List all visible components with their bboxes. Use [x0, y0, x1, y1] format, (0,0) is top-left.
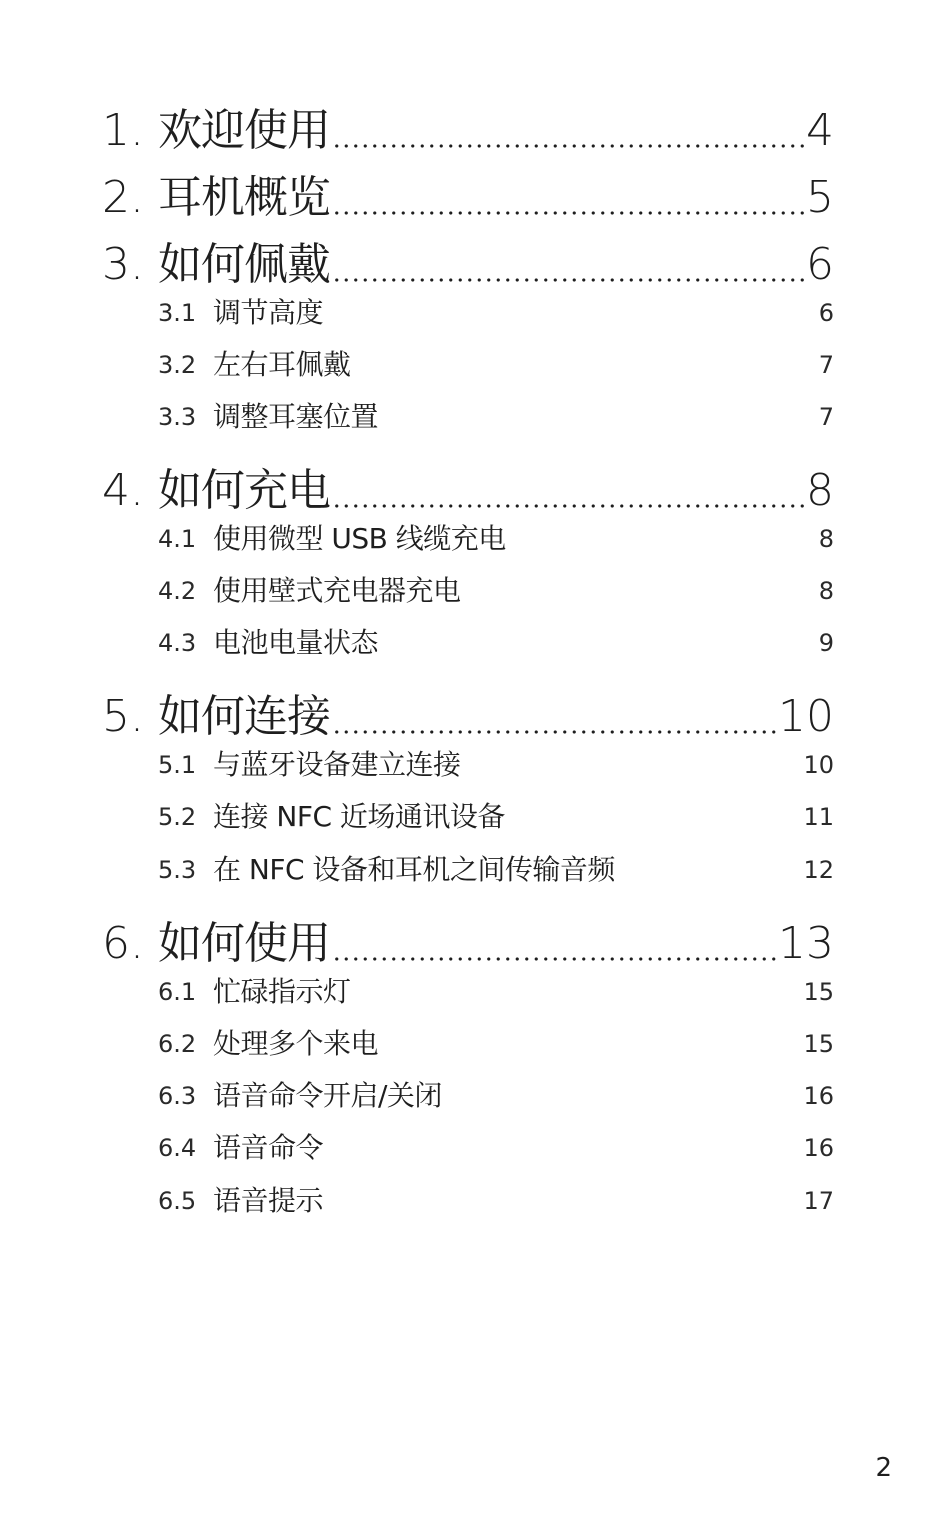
chapter-number: 6. — [102, 918, 144, 969]
section-title: 调整耳塞位置 — [213, 400, 379, 433]
chapter-number: 1. — [102, 105, 144, 156]
toc-section-6-5[interactable] — [158, 1181, 834, 1221]
section-title: 忙碌指示灯 — [213, 975, 351, 1008]
section-title: 使用微型 USB 线缆充电 — [213, 522, 506, 555]
section-page-number: 11 — [803, 803, 834, 831]
toc-chapter-2[interactable] — [102, 167, 834, 229]
chapter-title: 如何充电 — [158, 465, 330, 516]
section-title: 与蓝牙设备建立连接 — [213, 748, 461, 781]
chapter-page-number: 8 — [806, 465, 834, 516]
chapter-page-number: 13 — [778, 918, 834, 969]
section-number: 3.3 — [158, 403, 197, 431]
section-title: 使用壁式充电器充电 — [213, 574, 461, 607]
section-page-number: 17 — [803, 1187, 834, 1215]
section-title: 左右耳佩戴 — [213, 348, 351, 381]
toc-section-4-1[interactable] — [158, 519, 834, 559]
section-title: 语音命令开启/关闭 — [213, 1079, 442, 1112]
section-page-number: 15 — [803, 978, 834, 1006]
toc-section-3-2[interactable] — [158, 345, 834, 385]
chapter-title: 如何佩戴 — [158, 239, 330, 290]
toc-section-6-4[interactable] — [158, 1128, 834, 1168]
toc-section-3-1[interactable] — [158, 293, 834, 333]
section-number: 4.1 — [158, 525, 197, 553]
section-number: 4.3 — [158, 629, 197, 657]
chapter-title: 欢迎使用 — [158, 105, 330, 156]
section-page-number: 16 — [803, 1082, 834, 1110]
section-number: 6.4 — [158, 1134, 197, 1162]
toc-section-4-2[interactable] — [158, 571, 834, 611]
dot-leader — [332, 502, 804, 510]
section-number: 3.1 — [158, 299, 197, 327]
section-title: 语音命令 — [213, 1131, 324, 1164]
chapter-number: 4. — [102, 465, 144, 516]
section-page-number: 8 — [818, 577, 834, 605]
chapter-page-number: 10 — [778, 691, 834, 742]
toc-section-5-1[interactable] — [158, 745, 834, 785]
chapter-page-number: 5 — [806, 172, 834, 223]
toc-section-6-2[interactable] — [158, 1024, 834, 1064]
toc-section-6-3[interactable] — [158, 1076, 834, 1116]
dot-leader — [332, 955, 776, 963]
chapter-number: 2. — [102, 172, 144, 223]
section-number: 5.1 — [158, 751, 197, 779]
section-page-number: 7 — [818, 351, 834, 379]
section-title: 连接 NFC 近场通讯设备 — [213, 800, 505, 833]
page-number: 2 — [875, 1453, 892, 1483]
section-number: 6.5 — [158, 1187, 197, 1215]
section-number: 6.3 — [158, 1082, 197, 1110]
toc-chapter-1[interactable] — [102, 100, 834, 162]
dot-leader — [332, 276, 804, 284]
section-page-number: 12 — [803, 856, 834, 884]
section-number: 6.1 — [158, 978, 197, 1006]
section-page-number: 8 — [818, 525, 834, 553]
chapter-number: 3. — [102, 239, 144, 290]
toc-section-4-3[interactable] — [158, 623, 834, 663]
section-number: 4.2 — [158, 577, 197, 605]
chapter-number: 5. — [102, 691, 144, 742]
toc-chapter-5[interactable] — [102, 686, 834, 748]
section-title: 在 NFC 设备和耳机之间传输音频 — [213, 853, 615, 886]
section-number: 5.3 — [158, 856, 197, 884]
dot-leader — [332, 209, 804, 217]
toc-chapter-3[interactable] — [102, 234, 834, 296]
toc-section-5-2[interactable] — [158, 797, 834, 837]
section-number: 5.2 — [158, 803, 197, 831]
dot-leader — [332, 728, 776, 736]
section-title: 语音提示 — [213, 1184, 324, 1217]
chapter-page-number: 6 — [806, 239, 834, 290]
section-title: 处理多个来电 — [213, 1027, 379, 1060]
section-page-number: 15 — [803, 1030, 834, 1058]
section-number: 3.2 — [158, 351, 197, 379]
section-title: 电池电量状态 — [213, 626, 379, 659]
chapter-title: 如何使用 — [158, 918, 330, 969]
toc-chapter-4[interactable] — [102, 460, 834, 522]
toc-section-6-1[interactable] — [158, 972, 834, 1012]
toc-chapter-6[interactable] — [102, 913, 834, 975]
toc-section-5-3[interactable] — [158, 850, 834, 890]
chapter-title: 如何连接 — [158, 691, 330, 742]
section-title: 调节高度 — [213, 296, 324, 329]
section-page-number: 10 — [803, 751, 834, 779]
section-page-number: 9 — [818, 629, 834, 657]
toc-section-3-3[interactable] — [158, 397, 834, 437]
chapter-title: 耳机概览 — [158, 172, 330, 223]
dot-leader — [332, 142, 804, 150]
section-page-number: 7 — [818, 403, 834, 431]
chapter-page-number: 4 — [806, 105, 834, 156]
section-number: 6.2 — [158, 1030, 197, 1058]
section-page-number: 16 — [803, 1134, 834, 1162]
section-page-number: 6 — [818, 299, 834, 327]
